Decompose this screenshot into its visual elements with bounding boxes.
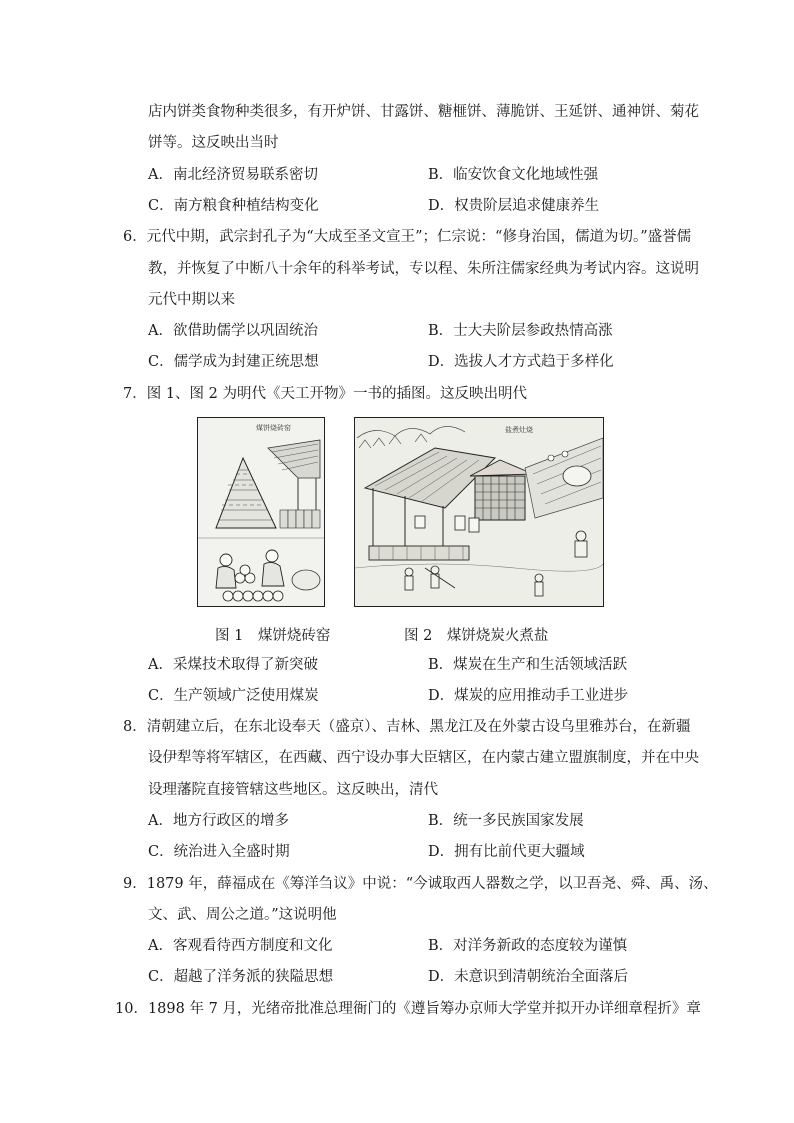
- q7-option-d: D．煤炭的应用推动手工业进步: [428, 688, 629, 704]
- q8-option-b: B．统一多民族国家发展: [428, 813, 584, 829]
- q5-stem-line2: 饼等。这反映出当时: [148, 135, 279, 151]
- q8-stem-line2: 设伊犁等将军辖区，在西藏、西宁设办事大臣辖区，在内蒙古建立盟旗制度，并在中央: [148, 750, 699, 766]
- figure-2-illustration: [355, 418, 603, 606]
- q5-option-c: C．南方粮食种植结构变化: [148, 198, 319, 214]
- q8-option-d: D．拥有比前代更大疆域: [428, 844, 585, 860]
- q8-stem-line3: 设理藩院直接管辖这些地区。这反映出，清代: [148, 782, 438, 798]
- q9-option-a: A．客观看待西方制度和文化: [148, 938, 333, 954]
- q6-option-a: A．欲借助儒学以巩固统治: [148, 323, 318, 339]
- q9-option-c: C．超越了洋务派的狭隘思想: [148, 969, 334, 985]
- figure-1-illustration: [198, 418, 324, 606]
- q6-option-d: D．选拔人才方式趋于多样化: [428, 354, 614, 370]
- q8-option-c: C．统治进入全盛时期: [148, 844, 290, 860]
- q9-option-d: D．未意识到清朝统治全面落后: [428, 969, 629, 985]
- q9-stem-line1: 9．1879 年，薛福成在《筹洋刍议》中说：“今诚取西人器数之学，以卫吾尧、舜、禹、汤、: [123, 876, 718, 892]
- figure-2-caption: 图 2 煤饼烧炭火煮盐: [404, 628, 549, 644]
- q7-option-b: B．煤炭在生产和生活领域活跃: [428, 657, 628, 673]
- q5-stem-line1: 店内饼类食物种类很多，有开炉饼、甘露饼、糖榧饼、薄脆饼、王延饼、通神饼、菊花: [148, 104, 699, 120]
- q6-stem-line2: 教，并恢复了中断八十余年的科举考试，专以程、朱所注儒家经典为考试内容。这说明: [148, 261, 699, 277]
- figure-1-brick-kiln: [197, 417, 325, 607]
- q6-option-c: C．儒学成为封建正统思想: [148, 354, 319, 370]
- q9-stem-line2: 文、武、周公之道。”这说明他: [148, 907, 337, 923]
- q8-stem-line1: 8．清朝建立后，在东北设奉天（盛京）、吉林、黑龙江及在外蒙古设乌里雅苏台，在新疆: [123, 719, 691, 735]
- figure-2-title: 盐煮灶烧: [505, 426, 533, 434]
- q5-option-a: A．南北经济贸易联系密切: [148, 167, 318, 183]
- q6-stem-line3: 元代中期以来: [148, 292, 235, 308]
- figure-1-caption: 图 1 煤饼烧砖窑: [215, 628, 331, 644]
- figure-2-salt-boiling: [354, 417, 604, 607]
- q7-option-c: C．生产领域广泛使用煤炭: [148, 688, 319, 704]
- q9-option-b: B．对洋务新政的态度较为谨慎: [428, 938, 628, 954]
- q10-stem-line1: 10．1898 年 7 月，光绪帝批准总理衙门的《遵旨筹办京师大学堂并拟开办详细章程折》章: [115, 1001, 701, 1017]
- q7-stem-line1: 7．图 1、图 2 为明代《天工开物》一书的插图。这反映出明代: [123, 386, 528, 402]
- q6-stem-line1: 6．元代中期，武宗封孔子为“大成至圣文宣王”；仁宗说：“修身治国，儒道为切。”盛誉儒: [123, 229, 692, 245]
- figure-1-title: 煤饼烧砖窑: [256, 424, 291, 432]
- q8-option-a: A．地方行政区的增多: [148, 813, 289, 829]
- q5-option-d: D．权贵阶层追求健康养生: [428, 198, 600, 214]
- q6-option-b: B．士大夫阶层参政热情高涨: [428, 323, 613, 339]
- q7-option-a: A．采煤技术取得了新突破: [148, 657, 318, 673]
- q5-option-b: B．临安饮食文化地域性强: [428, 167, 599, 183]
